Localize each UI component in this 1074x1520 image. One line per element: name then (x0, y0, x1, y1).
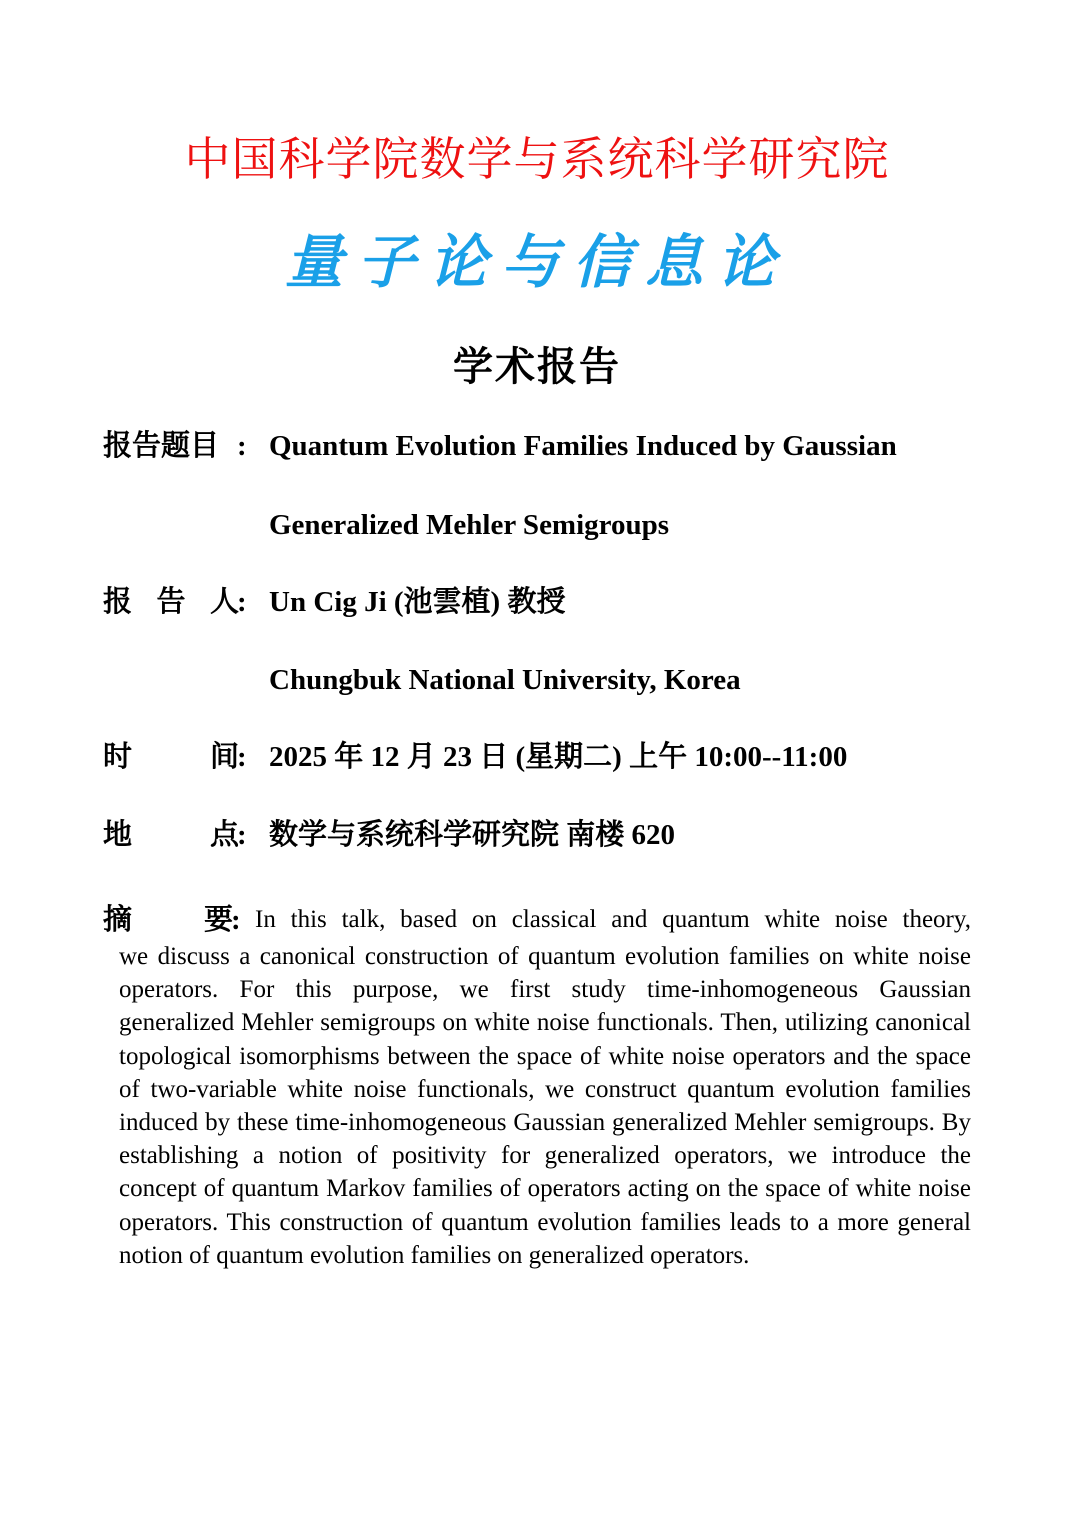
abstract-colon: : (231, 904, 241, 936)
location-label: 地 点 (103, 819, 239, 851)
title-label: 报告题目 (103, 430, 220, 462)
time-colon: : (237, 741, 247, 773)
title-colon: : (237, 430, 247, 462)
series-title: 量子论与信息论 (284, 230, 789, 295)
location-value: 数学与系统科学研究院 南楼 620 (269, 819, 676, 851)
title-value-line1: Quantum Evolution Families Induced by Gaussian (269, 430, 897, 462)
title-value-line2: Generalized Mehler Semigroups (269, 509, 670, 541)
institute-title: 中国科学院数学与系统科学研究院 (184, 134, 890, 185)
location-colon: : (237, 819, 247, 851)
speaker-label: 报 告 人 (103, 586, 239, 618)
abstract-first-line: In this talk, based on classical and quantum white noise theory, (255, 906, 971, 933)
abstract-label: 摘 要 (103, 904, 233, 936)
time-label: 时 间 (103, 741, 239, 773)
event-type-heading: 学术报告 (453, 344, 621, 389)
speaker-affiliation: Chungbuk National University, Korea (269, 664, 741, 696)
speaker-colon: : (237, 586, 247, 618)
time-value: 2025 年 12 月 23 日 (星期二) 上午 10:00--11:00 (269, 741, 848, 773)
abstract-body: we discuss a canonical construction of quantum evolution families on white noise operators. For this purpose, we first study time-inhomogeneous Gaussian generalized Mehler semigroups on white noise functionals. Then, utilizing canonical topological isomorphisms between the space of white noise operators and the space of two-variable white noise functionals, we construct quantum evolution families induced by these time-inhomogeneous Gaussian generalized Mehler semigroups. By establishing a notion of positivity for generalized operators, we introduce the concept of quantum Markov families of operators acting on the space of white noise operators. This construction of quantum evolution families leads to a more general notion of quantum evolution families on generalized operators. (119, 943, 971, 1269)
speaker-name: Un Cig Ji (池雲植) 教授 (269, 586, 566, 618)
